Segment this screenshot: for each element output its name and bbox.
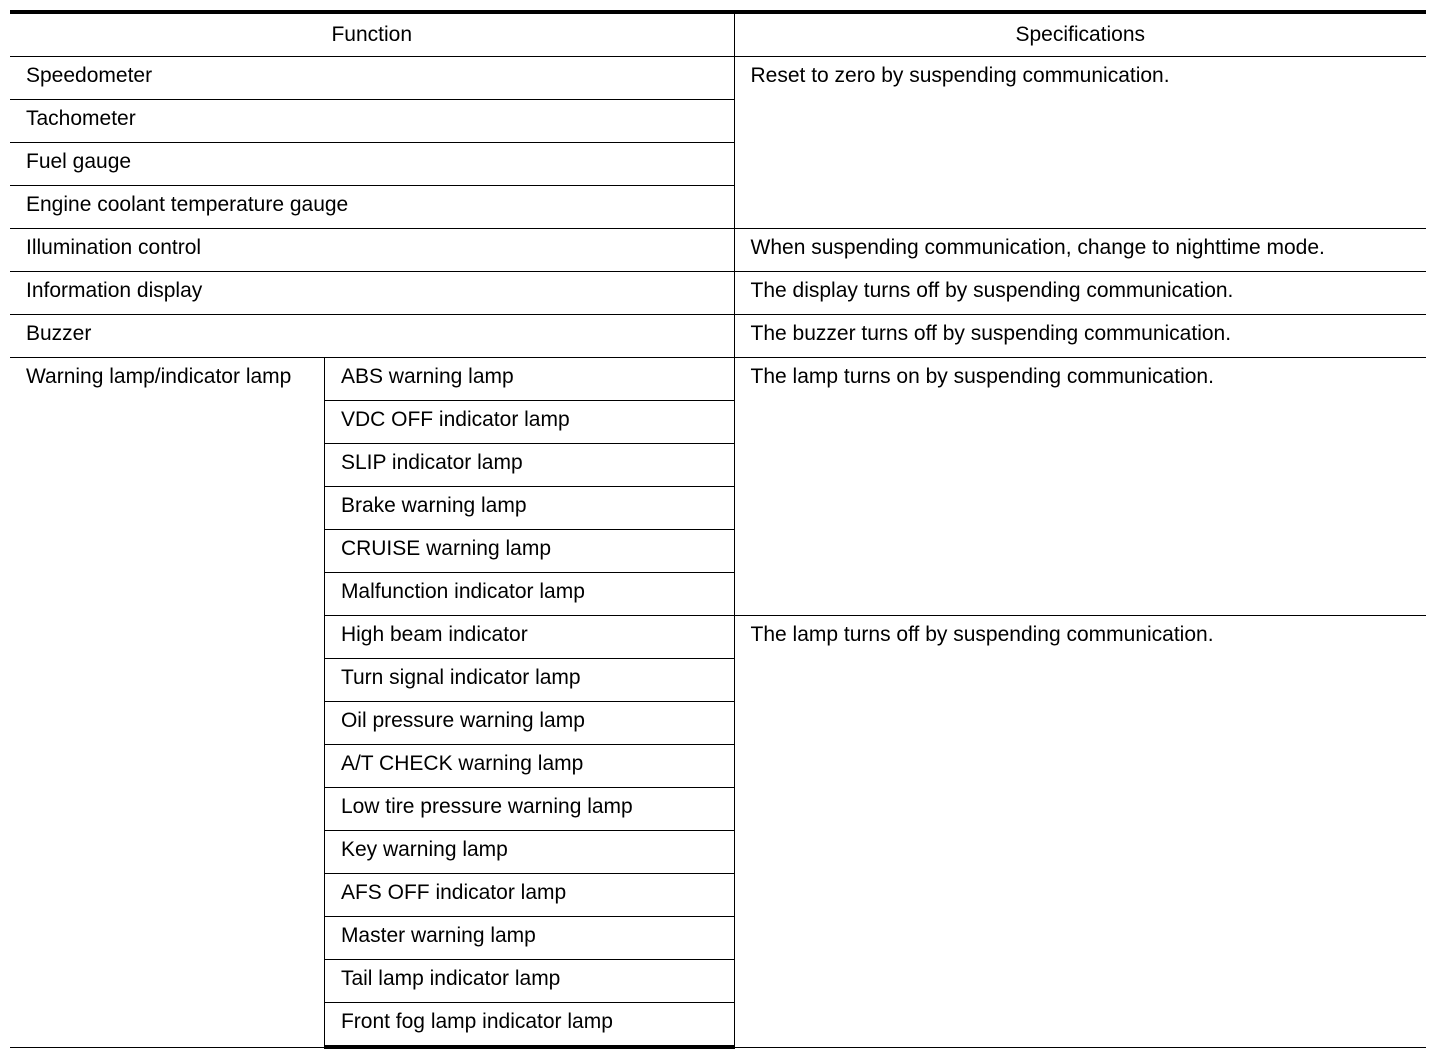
lamp-cell: CRUISE warning lamp: [324, 530, 734, 573]
spec-cell: When suspending communication, change to nighttime mode.: [734, 229, 1426, 272]
lamp-cell: High beam indicator: [324, 616, 734, 659]
lamp-cell: AFS OFF indicator lamp: [324, 874, 734, 917]
lamp-cell: Key warning lamp: [324, 831, 734, 874]
spec-cell: The lamp turns on by suspending communication.: [734, 358, 1426, 616]
function-cell: Buzzer: [10, 315, 734, 358]
lamp-cell: Brake warning lamp: [324, 487, 734, 530]
table-row: [10, 229, 1426, 272]
lamp-cell: ABS warning lamp: [324, 358, 734, 401]
spec-cell: The buzzer turns off by suspending communication.: [734, 315, 1426, 358]
function-cell: Speedometer: [10, 57, 734, 100]
spec-cell: Reset to zero by suspending communication.: [734, 57, 1426, 229]
function-cell: Fuel gauge: [10, 143, 734, 186]
table-row: [10, 272, 1426, 315]
lamp-cell: SLIP indicator lamp: [324, 444, 734, 487]
function-cell: Tachometer: [10, 100, 734, 143]
function-cell: Information display: [10, 272, 734, 315]
table-row: [10, 358, 1426, 401]
lamp-cell: VDC OFF indicator lamp: [324, 401, 734, 444]
lamp-cell: A/T CHECK warning lamp: [324, 745, 734, 788]
lamp-cell: Oil pressure warning lamp: [324, 702, 734, 745]
table-row: [10, 57, 1426, 100]
lamp-cell: Turn signal indicator lamp: [324, 659, 734, 702]
table-row: [10, 315, 1426, 358]
table-header-row: [10, 12, 1426, 57]
lamp-cell: Tail lamp indicator lamp: [324, 960, 734, 1003]
spec-cell: The lamp turns off by suspending communication.: [734, 616, 1426, 1048]
lamp-cell: Front fog lamp indicator lamp: [324, 1003, 734, 1048]
warning-lamp-group-label: Warning lamp/indicator lamp: [10, 358, 324, 1048]
specifications-table: [10, 10, 1426, 1049]
lamp-cell: Low tire pressure warning lamp: [324, 788, 734, 831]
function-cell: Engine coolant temperature gauge: [10, 186, 734, 229]
specifications-header: Specifications: [734, 12, 1426, 57]
function-cell: Illumination control: [10, 229, 734, 272]
lamp-cell: Master warning lamp: [324, 917, 734, 960]
function-header: Function: [10, 12, 734, 57]
lamp-cell: Malfunction indicator lamp: [324, 573, 734, 616]
spec-cell: The display turns off by suspending communication.: [734, 272, 1426, 315]
